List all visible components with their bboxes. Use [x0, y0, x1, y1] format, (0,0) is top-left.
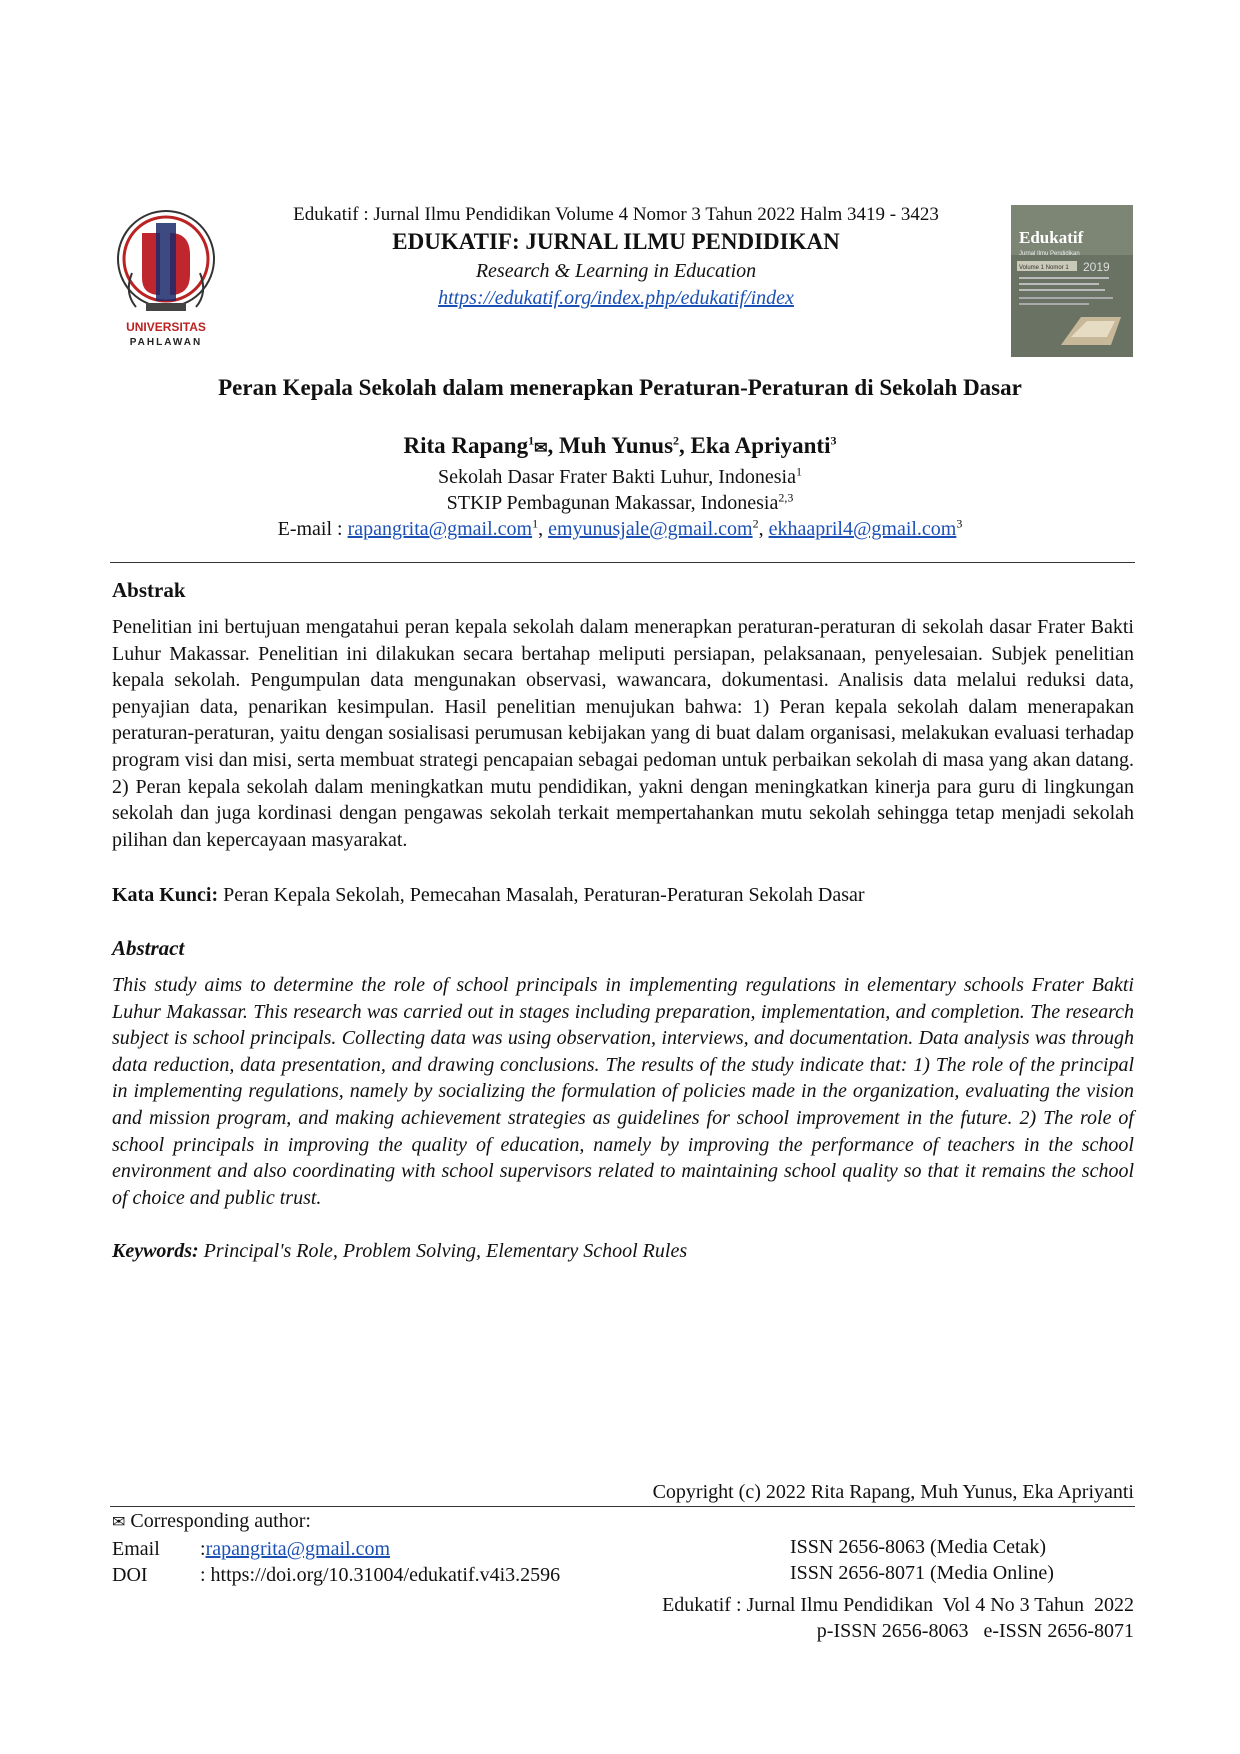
- affiliation-1-sup: 1: [796, 464, 802, 479]
- volume-line: Edukatif : Jurnal Ilmu Pendidikan Volume 4 Nomor 3 Tahun 2022 Halm 3419 - 3423: [293, 204, 939, 225]
- logo-text-1: UNIVERSITAS: [126, 320, 206, 334]
- footer-doi: : https://doi.org/10.31004/edukatif.v4i3.2596: [200, 1564, 561, 1586]
- author-sup: 2: [673, 433, 680, 448]
- journal-header: [236, 203, 996, 311]
- affiliation-1: Sekolah Dasar Frater Bakti Luhur, Indonesia: [438, 466, 796, 488]
- journal-tagline: Research & Learning in Education: [475, 260, 757, 282]
- issn-info: [790, 1534, 1054, 1586]
- paper-title: Peran Kepala Sekolah dalam menerapkan Peraturan-Peraturan di Sekolah Dasar: [218, 375, 1022, 400]
- footer-email-label: Email: [112, 1538, 160, 1560]
- email-sup: 3: [956, 516, 963, 531]
- logo-text-2: PAHLAWAN: [129, 337, 203, 348]
- envelope-icon: ✉: [112, 1514, 126, 1531]
- corresponding-info: [112, 1508, 560, 1588]
- footer-email-sep: :: [200, 1538, 206, 1560]
- email-link[interactable]: ekhaapril4@gmail.com: [768, 518, 957, 540]
- abstract-heading: Abstract: [112, 936, 185, 960]
- author-sup: 1: [528, 433, 535, 448]
- abstrak-heading: Abstrak: [112, 578, 186, 602]
- footer-email-link[interactable]: rapangrita@gmail.com: [205, 1538, 391, 1560]
- affiliations: [110, 464, 1130, 542]
- author-name: Eka Apriyanti: [690, 433, 831, 458]
- issn-print: ISSN 2656-8063 (Media Cetak): [790, 1536, 1047, 1558]
- kata-kunci-label: Kata Kunci:: [112, 884, 219, 906]
- cover-year: 2019: [1083, 260, 1110, 274]
- email-sup: 1: [532, 516, 539, 531]
- corresponding-label: Corresponding author:: [125, 1510, 311, 1532]
- header-divider: [110, 562, 1135, 563]
- author-name: Rita Rapang: [403, 433, 529, 458]
- university-logo: [112, 203, 220, 355]
- footer-journal: [662, 1592, 1134, 1644]
- email-label: E-mail :: [277, 518, 348, 540]
- email-sup: 2: [752, 516, 759, 531]
- issn-online: ISSN 2656-8071 (Media Online): [790, 1562, 1054, 1584]
- email-line: E-mail : rapangrita@gmail.com$^1$, emyunusjale@gmail.com$^2$, ekhaapril4@gmail.com$^3$: [277, 516, 963, 540]
- author-name: Muh Yunus: [559, 433, 674, 458]
- footer-issn-line: p-ISSN 2656-8063 e-ISSN 2656-8071: [816, 1620, 1134, 1642]
- footer-doi-label: DOI: [112, 1564, 148, 1586]
- envelope-icon: ✉: [534, 440, 548, 457]
- abstract-text: This study aims to determine the role of school principals in implementing regulations in elementary schools Frater Bakti Luhur Makassar. This research was carried out in stages including preparation, implementation, and completion. The research subject is school principals. Collecting data was using observation, interviews, and documentation. Data analysis was through data reduction, data presentation, and drawing conclusions. The results of the study indicate that: 1) The role of the principal in implementing regulations, namely by socializing the formulation of policies made in the organization, evaluating the vision and mission program, and making achievement strategies as guidelines for school improvement in the future. 2) The role of school principals in improving the quality of education, namely by improving the performance of teachers in the school environment and also coordinating with school supervisors related to maintaining school quality so that it remains the school of choice and public trust.: [112, 974, 1134, 1209]
- journal-url-link[interactable]: https://edukatif.org/index.php/edukatif/index: [438, 287, 794, 309]
- author-sup: 3: [830, 433, 837, 448]
- affiliation-2: STKIP Pembagunan Makassar, Indonesia: [446, 492, 779, 514]
- keywords: [112, 1238, 1134, 1264]
- kata-kunci: [112, 882, 1134, 908]
- keywords-text: Principal's Role, Problem Solving, Elementary School Rules: [198, 1240, 688, 1262]
- kata-kunci-text: Peran Kepala Sekolah, Pemecahan Masalah, Peraturan-Peraturan Sekolah Dasar: [218, 884, 865, 906]
- cover-subtitle: Jurnal Ilmu Pendidikan: [1019, 251, 1080, 257]
- copyright-line: Copyright (c) 2022 Rita Rapang, Muh Yunus, Eka Apriyanti: [652, 1481, 1134, 1503]
- email-link[interactable]: rapangrita@gmail.com: [347, 518, 533, 540]
- keywords-label: Keywords:: [112, 1240, 199, 1262]
- affiliation-2-sup: 2,3: [778, 490, 794, 505]
- cover-title: Edukatif: [1019, 228, 1084, 247]
- email-link[interactable]: emyunusjale@gmail.com: [548, 518, 753, 540]
- author-list: Rita Rapang$^1$✉, Muh Yunus$^2$, Eka Apriyanti$^3$: [403, 433, 837, 458]
- footer-divider: [110, 1506, 1135, 1507]
- abstrak-text: Penelitian ini bertujuan mengatahui peran kepala sekolah dalam menerapkan peraturan-peraturan di sekolah dasar Frater Bakti Luhur Makassar. Penelitian ini dilakukan secara bertahap meliputi persiapan, pelaksanaan, penyelesaian. Subjek penelitian kepala sekolah. Pengumpulan data mengunakan observasi, wawancara, dokumentasi. Analisis data melalui reduksi data, penyajian data, penarikan kesimpulan. Hasil penelitian menujukan bahwa: 1) Peran kepala sekolah dalam menerapakan peraturan-peraturan, yaitu dengan sosialisasi perumusan kebijakan yang di buat dalam organisasi, melakukan evaluasi terhadap program visi dan misi, serta membuat strategi pencapaian sebagai pedoman untuk perbaikan sekolah di masa yang akan datang. 2) Peran kepala sekolah dalam meningkatkan mutu pendidikan, yakni dengan meningkatkan kinerja para guru di lingkungan sekolah dan juga kordinasi dengan pengawas sekolah terkait mempertahankan mutu sekolah sehingga tetap menjadi sekolah pilihan dan kepercayaan masyarakat.: [112, 616, 1134, 851]
- journal-name: EDUKATIF: JURNAL ILMU PENDIDIKAN: [392, 229, 840, 254]
- cover-vol: Volume 1 Nomor 1: [1019, 265, 1069, 271]
- footer-journal-line: Edukatif : Jurnal Ilmu Pendidikan Vol 4 No 3 Tahun 2022: [662, 1594, 1134, 1616]
- journal-cover-image: [1011, 205, 1133, 357]
